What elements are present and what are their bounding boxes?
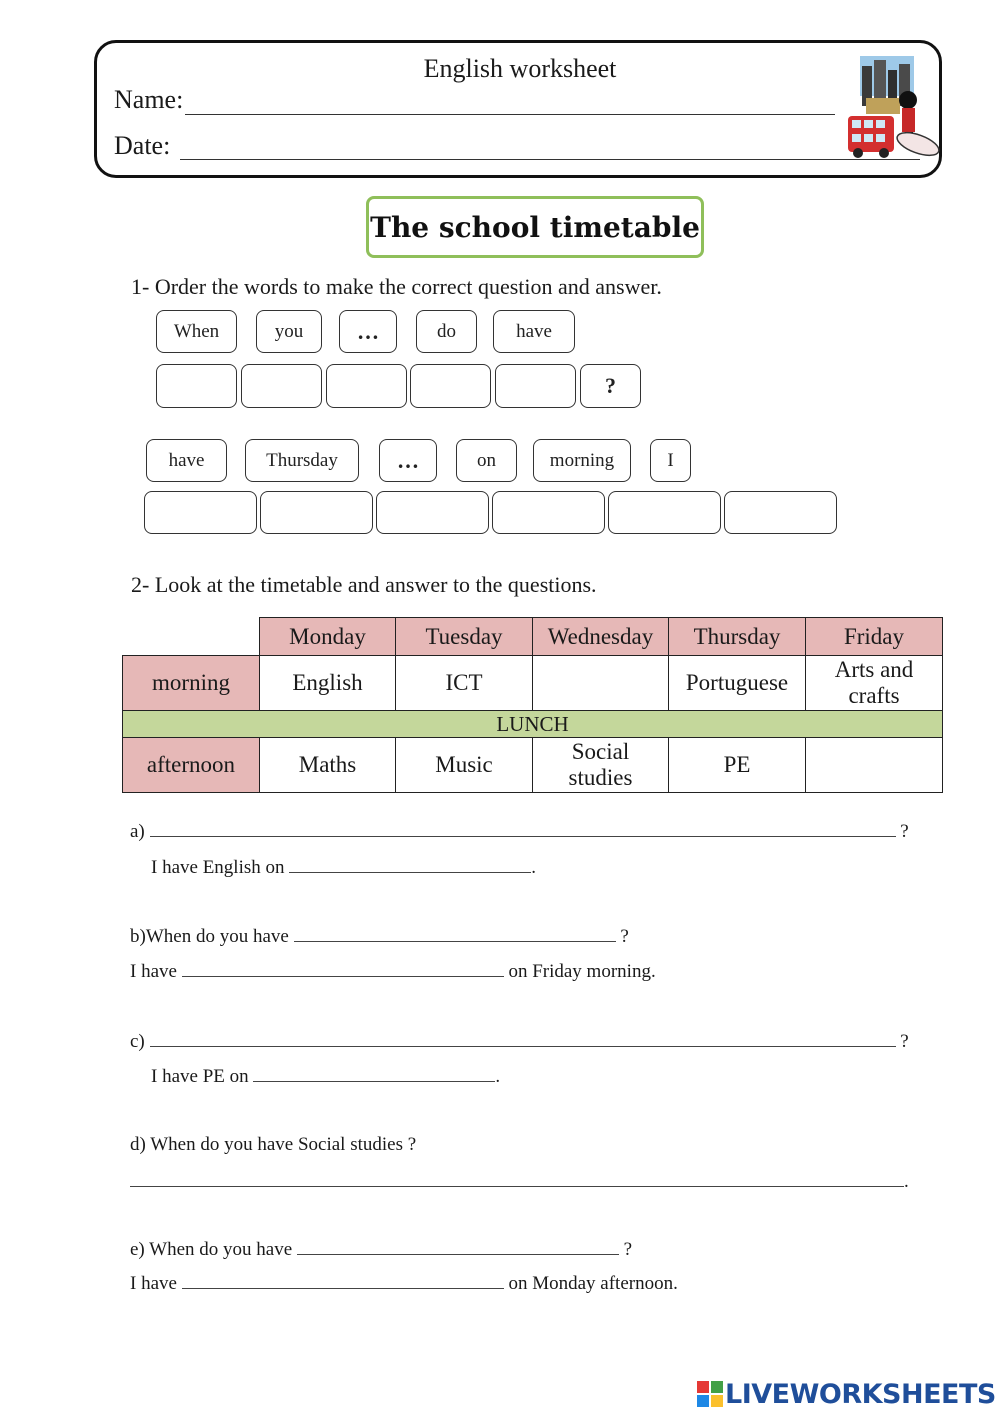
question-label: c) xyxy=(130,1031,145,1052)
page-title: The school timetable xyxy=(366,196,704,258)
answer-line[interactable] xyxy=(150,1030,896,1047)
answer-text: I have English on xyxy=(151,857,285,878)
liveworksheets-wordmark: LIVEWORKSHEETS xyxy=(725,1378,996,1410)
timetable-cell: Social studies xyxy=(533,738,669,793)
answer-line[interactable] xyxy=(289,856,531,873)
question-b xyxy=(130,925,629,948)
answer-slot[interactable] xyxy=(724,491,837,534)
word-chip[interactable]: … xyxy=(379,439,437,482)
word-chip[interactable]: … xyxy=(339,310,397,353)
name-label: Name: xyxy=(114,85,184,114)
question-c xyxy=(130,1030,909,1053)
day-header: Tuesday xyxy=(396,618,533,656)
question-text: b)When do you have xyxy=(130,926,289,947)
answer-line[interactable] xyxy=(182,1272,504,1289)
timetable-cell: English xyxy=(260,656,396,711)
answer-slot[interactable] xyxy=(376,491,489,534)
question-label: a) xyxy=(130,821,145,842)
timetable-cell: Portuguese xyxy=(669,656,806,711)
answer-text: I have xyxy=(130,1273,177,1294)
answer-slot[interactable] xyxy=(156,364,237,408)
row-label-morning: morning xyxy=(123,656,260,711)
worksheet-title: English worksheet xyxy=(423,54,617,83)
answer-line[interactable] xyxy=(130,1170,904,1187)
answer-slot[interactable] xyxy=(492,491,605,534)
name-input-line[interactable] xyxy=(185,114,835,115)
word-chip[interactable]: on xyxy=(456,439,517,482)
date-input-line[interactable] xyxy=(180,159,920,160)
timetable-cell xyxy=(806,738,943,793)
lunch-row: LUNCH xyxy=(123,711,943,738)
answer-slot[interactable] xyxy=(144,491,257,534)
timetable xyxy=(122,617,943,793)
answer-line[interactable] xyxy=(297,1238,619,1255)
day-header: Thursday xyxy=(669,618,806,656)
timetable-cell: Maths xyxy=(260,738,396,793)
question-end: ? xyxy=(623,1239,633,1260)
answer-c xyxy=(151,1065,500,1088)
date-label: Date: xyxy=(114,131,171,160)
answer-slot[interactable] xyxy=(495,364,576,408)
answer-d xyxy=(130,1170,909,1193)
liveworksheets-mark-icon xyxy=(697,1381,723,1407)
answer-text: I have PE on xyxy=(151,1066,249,1087)
day-header: Friday xyxy=(806,618,943,656)
answer-text: on Friday morning. xyxy=(508,961,656,982)
answer-a xyxy=(151,856,536,879)
word-chip[interactable]: When xyxy=(156,310,237,353)
timetable-cell: PE xyxy=(669,738,806,793)
question-end: ? xyxy=(620,926,629,947)
row-label-afternoon: afternoon xyxy=(123,738,260,793)
question-a xyxy=(130,820,909,843)
answer-line[interactable] xyxy=(253,1065,495,1082)
question-end: ? xyxy=(900,821,909,842)
liveworksheets-logo xyxy=(697,1378,996,1410)
exercise-2-instruction: 2- Look at the timetable and answer to the questions. xyxy=(131,572,597,597)
answer-b xyxy=(130,960,656,983)
answer-end: . xyxy=(531,857,537,878)
word-chip[interactable]: I xyxy=(650,439,691,482)
timetable-cell: Arts and crafts xyxy=(806,656,943,711)
answer-slot[interactable] xyxy=(241,364,322,408)
answer-slot[interactable] xyxy=(608,491,721,534)
question-end: ? xyxy=(900,1031,909,1052)
question-e xyxy=(130,1238,632,1261)
timetable-corner xyxy=(123,618,260,656)
timetable-cell xyxy=(533,656,669,711)
answer-end: . xyxy=(495,1066,501,1087)
answer-slot[interactable] xyxy=(326,364,407,408)
answer-end: . xyxy=(904,1171,909,1192)
answer-text: I have xyxy=(130,961,177,982)
word-chip[interactable]: have xyxy=(146,439,227,482)
question-mark-box: ? xyxy=(580,364,641,408)
question-text: e) When do you have xyxy=(130,1239,293,1260)
exercise-1-instruction: 1- Order the words to make the correct question and answer. xyxy=(131,274,662,299)
answer-line[interactable] xyxy=(182,960,504,977)
answer-line[interactable] xyxy=(294,925,616,942)
answer-slot[interactable] xyxy=(410,364,491,408)
timetable-cell: Music xyxy=(396,738,533,793)
day-header: Wednesday xyxy=(533,618,669,656)
answer-text: on Monday afternoon. xyxy=(508,1273,678,1294)
word-chip[interactable]: Thursday xyxy=(245,439,359,482)
answer-e xyxy=(130,1272,678,1295)
word-chip[interactable]: you xyxy=(256,310,322,353)
answer-line[interactable] xyxy=(150,820,896,837)
day-header: Monday xyxy=(260,618,396,656)
timetable-cell: ICT xyxy=(396,656,533,711)
question-d: d) When do you have Social studies ? xyxy=(130,1134,417,1155)
word-chip[interactable]: morning xyxy=(533,439,631,482)
london-illustration xyxy=(846,56,940,160)
word-chip[interactable]: do xyxy=(416,310,477,353)
word-chip[interactable]: have xyxy=(493,310,575,353)
answer-slot[interactable] xyxy=(260,491,373,534)
